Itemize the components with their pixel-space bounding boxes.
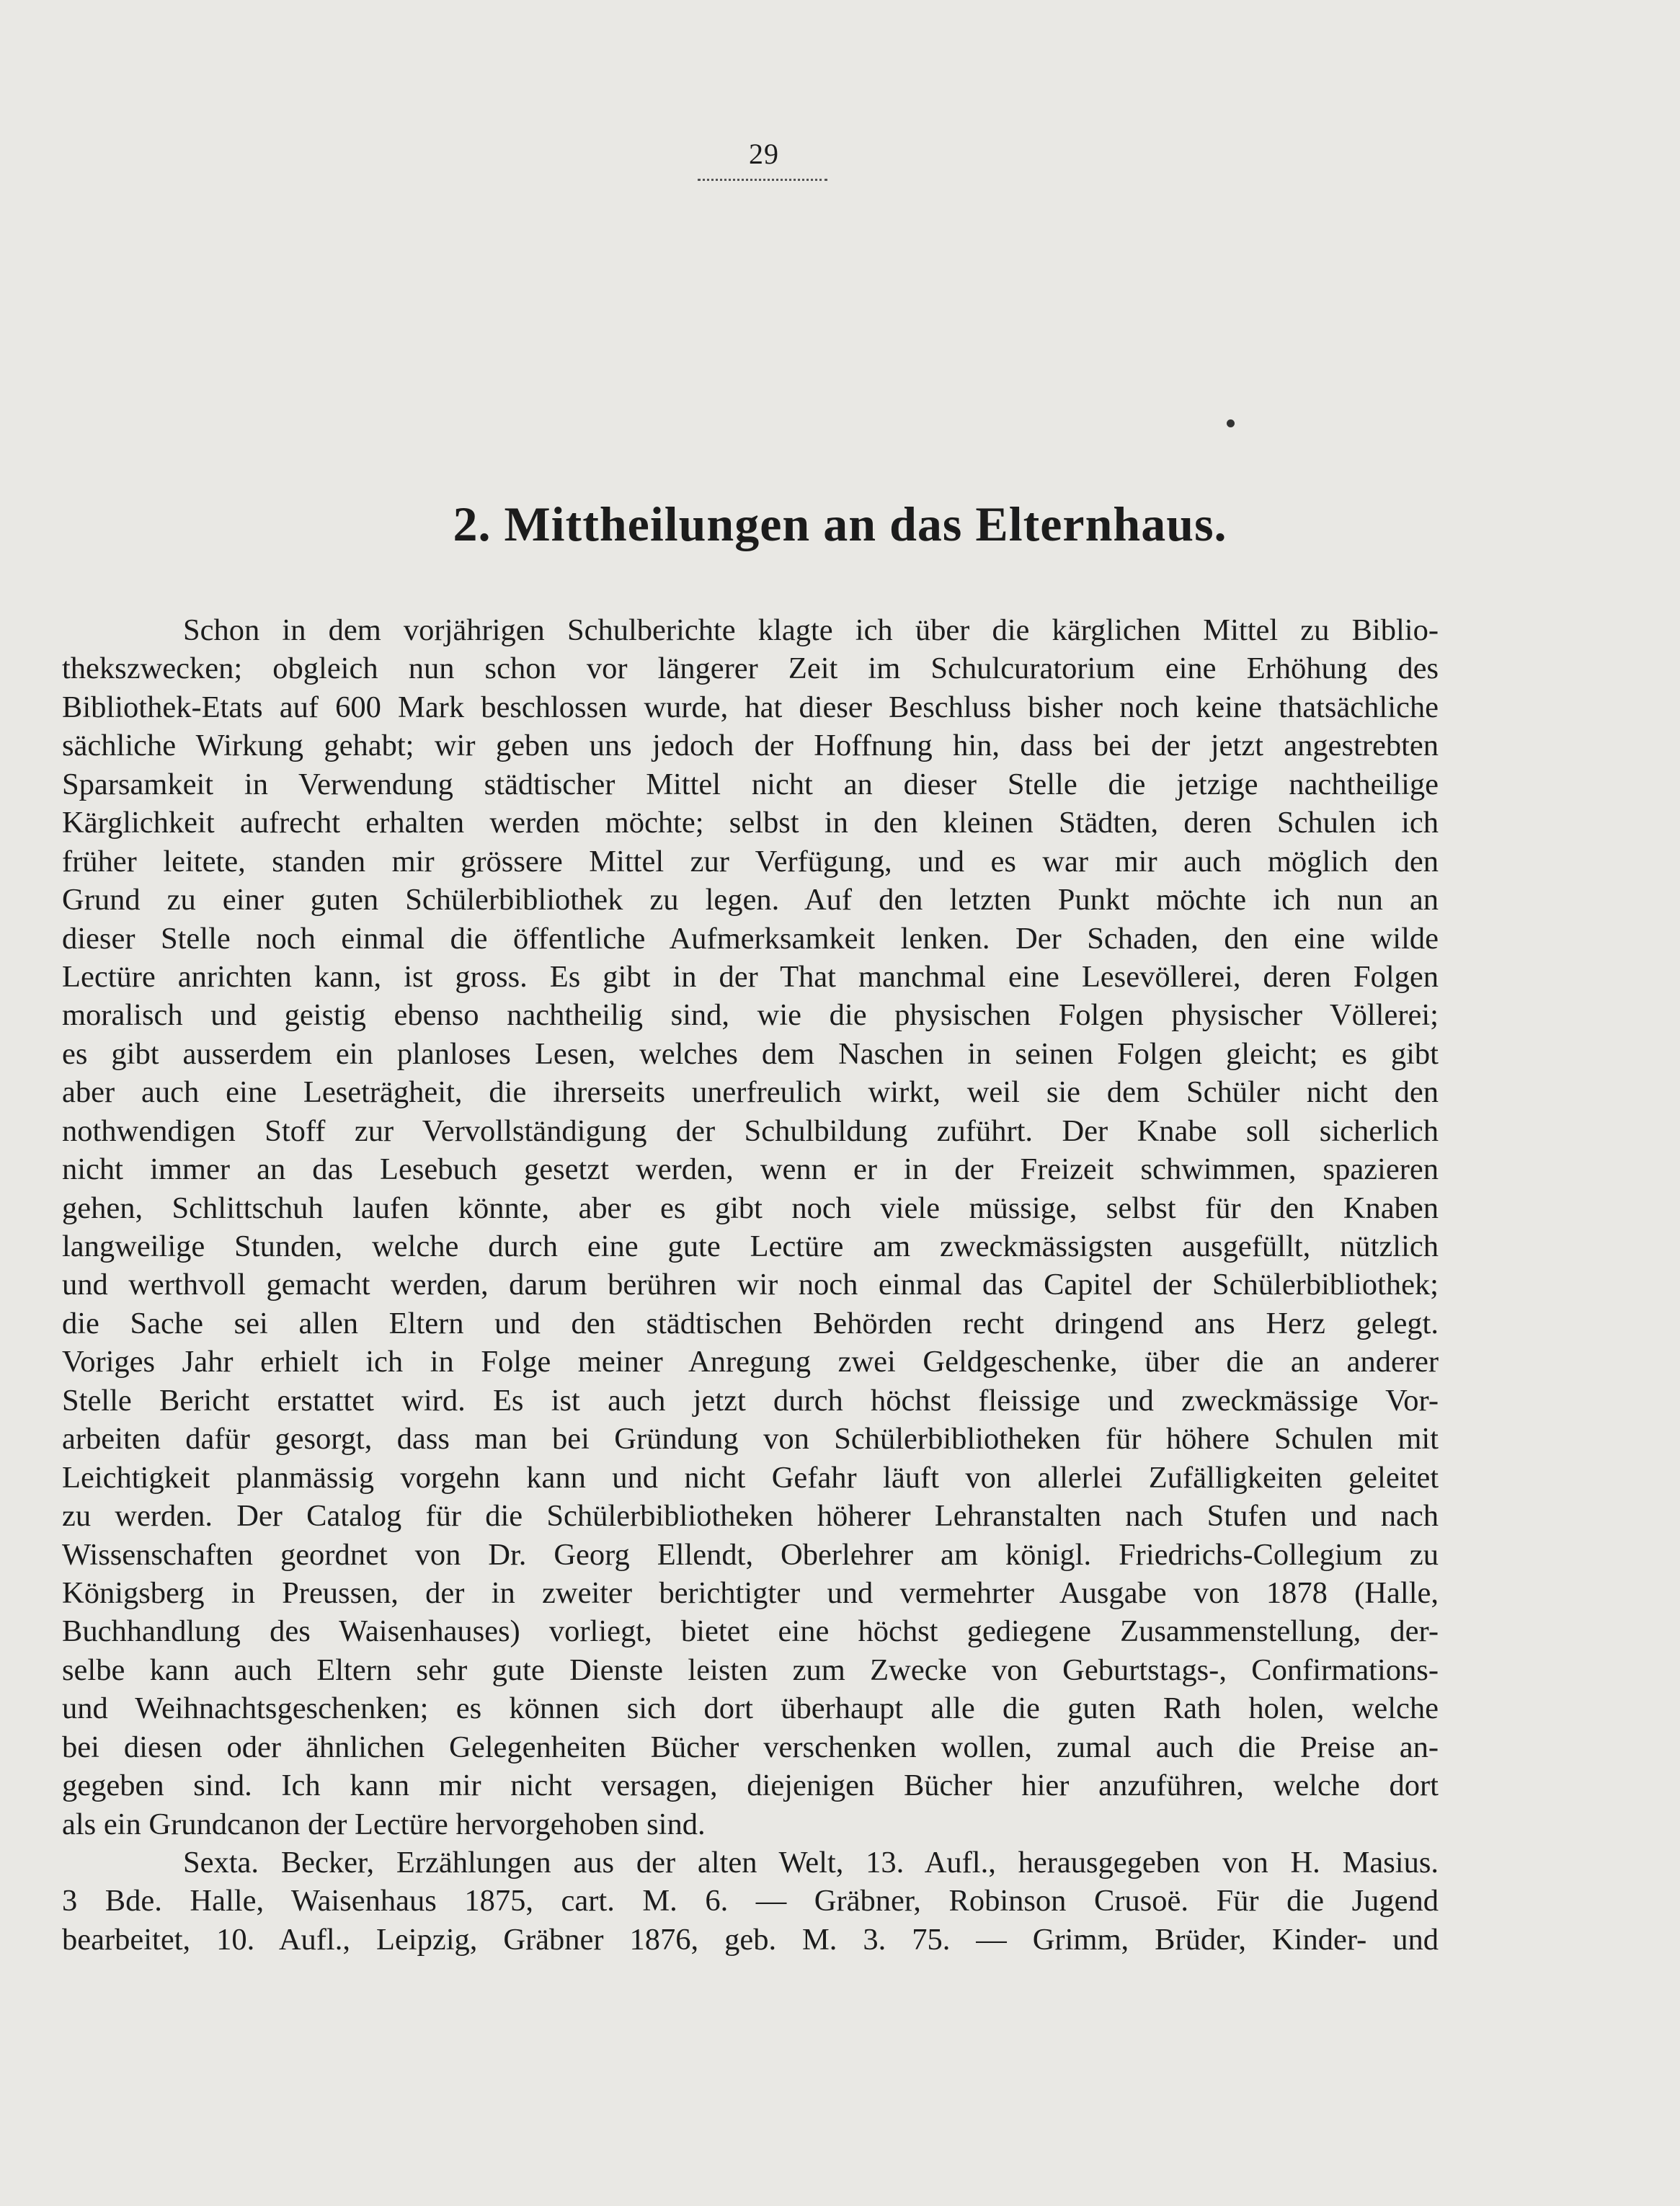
text-line: Buchhandlung des Waisenhauses) vorliegt, bietet eine höchst gediegene Zusammenstellung, der- — [62, 1614, 1439, 1649]
page-number: 29 — [749, 138, 779, 170]
text-line: Sexta. Becker, Erzählungen aus der alten Welt, 13. Aufl., herausgegeben von H. Masius. — [183, 1846, 1439, 1880]
text-line: aber auch eine Leseträgheit, die ihrerseits unerfreulich wirkt, weil sie dem Schüler nicht den — [62, 1075, 1439, 1110]
text-line: Wissenschaften geordnet von Dr. Georg Ellendt, Oberlehrer am königl. Friedrichs-Collegium zu — [62, 1537, 1439, 1572]
text-line: und Weihnachtsgeschenken; es können sich dort überhaupt alle die guten Rath holen, welche — [62, 1691, 1439, 1726]
text-line: als ein Grundcanon der Lectüre hervorgehoben sind. — [62, 1807, 706, 1841]
text-line: gegeben sind. Ich kann mir nicht versagen, diejenigen Bücher hier anzuführen, welche dort — [62, 1769, 1439, 1803]
text-line: bearbeitet, 10. Aufl., Leipzig, Gräbner 1876, geb. M. 3. 75. — Grimm, Brüder, Kinder- und — [62, 1922, 1439, 1957]
text-line: selbe kann auch Eltern sehr gute Dienste leisten zum Zwecke von Geburtstags-, Confirmations- — [62, 1653, 1439, 1687]
text-line: arbeiten dafür gesorgt, dass man bei Gründung von Schülerbibliotheken für höhere Schulen mit — [62, 1422, 1439, 1456]
text-line: sächliche Wirkung gehabt; wir geben uns jedoch der Hoffnung hin, dass bei der jetzt angestrebten — [62, 729, 1439, 763]
text-line: Kärglichkeit aufrecht erhalten werden möchte; selbst in den kleinen Städten, deren Schulen ich — [62, 806, 1439, 840]
text-line: früher leitete, standen mir grössere Mittel zur Verfügung, und es war mir auch möglich den — [62, 844, 1439, 879]
text-line: Bibliothek-Etats auf 600 Mark beschlossen wurde, hat dieser Beschluss bisher noch keine thatsächliche — [62, 690, 1439, 724]
text-line: Leichtigkeit planmässig vorgehn kann und nicht Gefahr läuft von allerlei Zufälligkeiten geleitet — [62, 1460, 1439, 1495]
text-line: zu werden. Der Catalog für die Schülerbibliotheken höherer Lehranstalten nach Stufen und nach — [62, 1499, 1439, 1534]
page-number-ornament — [698, 179, 827, 181]
text-line: langweilige Stunden, welche durch eine gute Lectüre am zweckmässigsten ausgefüllt, nützlich — [62, 1229, 1439, 1263]
text-line: Stelle Bericht erstattet wird. Es ist auch jetzt durch höchst fleissige und zweckmässige Vor- — [62, 1383, 1439, 1418]
text-line: Königsberg in Preussen, der in zweiter berichtigter und vermehrter Ausgabe von 1878 (Halle, — [62, 1575, 1439, 1610]
text-line: nicht immer an das Lesebuch gesetzt werden, wenn er in der Freizeit schwimmen, spazieren — [62, 1152, 1439, 1187]
text-line: Grund zu einer guten Schülerbibliothek zu legen. Auf den letzten Punkt möchte ich nun an — [62, 883, 1439, 917]
text-line: Lectüre anrichten kann, ist gross. Es gibt in der That manchmal eine Lesevöllerei, deren Folgen — [62, 959, 1439, 994]
text-line: Schon in dem vorjährigen Schulberichte klagte ich über die kärglichen Mittel zu Biblio- — [183, 613, 1439, 647]
text-line: die Sache sei allen Eltern und den städtischen Behörden recht dringend ans Herz gelegt. — [62, 1306, 1439, 1340]
text-line: Sparsamkeit in Verwendung städtischer Mittel nicht an dieser Stelle die jetzige nachtheilige — [62, 767, 1439, 801]
text-line: bei diesen oder ähnlichen Gelegenheiten Bücher verschenken wollen, zumal auch die Preise an- — [62, 1730, 1439, 1764]
text-line: moralisch und geistig ebenso nachtheilig sind, wie die physischen Folgen physischer Völlerei; — [62, 998, 1439, 1033]
text-line: Voriges Jahr erhielt ich in Folge meiner Anregung zwei Geldgeschenke, über die an anderer — [62, 1345, 1439, 1379]
text-line: es gibt ausserdem ein planloses Lesen, welches dem Naschen in seinen Folgen gleicht; es gibt — [62, 1036, 1439, 1071]
ink-speck — [1227, 419, 1235, 427]
text-line: und werthvoll gemacht werden, darum berühren wir noch einmal das Capitel der Schülerbibliothek; — [62, 1268, 1439, 1302]
section-title: 2. Mittheilungen an das Elternhaus. — [453, 497, 1227, 551]
text-line: dieser Stelle noch einmal die öffentliche Aufmerksamkeit lenken. Der Schaden, den eine wilde — [62, 921, 1439, 956]
text-line: thekszwecken; obgleich nun schon vor längerer Zeit im Schulcuratorium eine Erhöhung des — [62, 651, 1439, 686]
text-line: gehen, Schlittschuh laufen könnte, aber es gibt noch viele müssige, selbst für den Knaben — [62, 1191, 1439, 1225]
text-line: nothwendigen Stoff zur Vervollständigung der Schulbildung zuführt. Der Knabe soll sicherlich — [62, 1113, 1439, 1148]
text-line: 3 Bde. Halle, Waisenhaus 1875, cart. M. 6. — Gräbner, Robinson Crusoë. Für die Jugend — [62, 1884, 1439, 1918]
body-text — [62, 611, 1439, 1959]
